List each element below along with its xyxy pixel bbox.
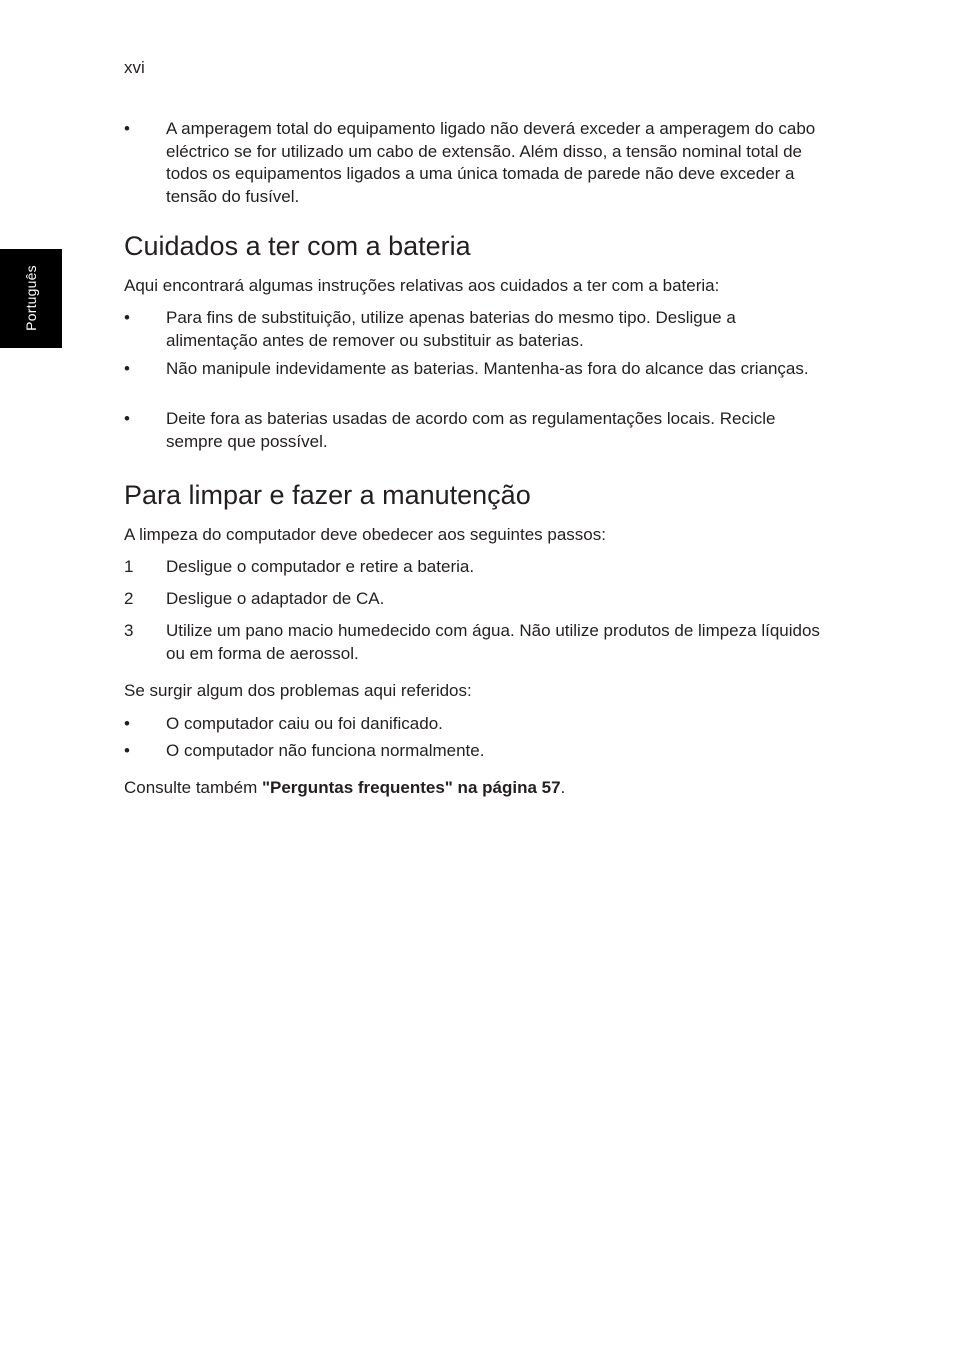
see-also-suffix: . — [560, 778, 566, 797]
list-item: Deite fora as baterias usadas de acordo com as regulamentações locais. Recicle sempre que possível. — [166, 409, 776, 451]
list-item: Para fins de substituição, utilize apenas baterias do mesmo tipo. Desligue a alimentação antes de remover ou substituir as baterias. — [166, 308, 736, 350]
page-number: xvi — [124, 58, 145, 77]
language-tab — [0, 249, 62, 348]
language-tab-label: Português — [23, 265, 39, 331]
list-item: O computador não funciona normalmente. — [166, 741, 485, 760]
step-text: Utilize um pano macio humedecido com água. Não utilize produtos de limpeza líquidos ou em forma de aerossol. — [166, 621, 820, 663]
battery-intro: Aqui encontrará algumas instruções relativas aos cuidados a ter com a bateria: — [124, 276, 720, 295]
list-item: O computador caiu ou foi danificado. — [166, 714, 443, 733]
step-text: Desligue o adaptador de CA. — [166, 589, 385, 608]
cleaning-heading: Para limpar e fazer a manutenção — [124, 480, 531, 510]
bullet-marker: • — [124, 359, 130, 378]
list-item: Não manipule indevidamente as baterias. Mantenha-as fora do alcance das crianças. — [166, 359, 809, 378]
intro-bullet-text: A amperagem total do equipamento ligado não deverá exceder a amperagem do cabo eléctrico se for utilizado um cabo de extensão. Além disso, a tensão nominal total de todos os equipamentos ligados a uma única tomada de parede não deve exceder a tensão do fusível. — [166, 119, 816, 206]
faq-link[interactable]: "Perguntas frequentes" na página 57 — [261, 778, 561, 797]
step-number: 3 — [124, 621, 134, 640]
cleaning-intro: A limpeza do computador deve obedecer aos seguintes passos: — [124, 525, 606, 544]
problems-intro: Se surgir algum dos problemas aqui referidos: — [124, 681, 472, 700]
battery-heading: Cuidados a ter com a bateria — [124, 231, 471, 261]
see-also-prefix: Consulte também — [124, 778, 262, 797]
bullet-marker: • — [124, 308, 130, 327]
step-number: 2 — [124, 589, 134, 608]
step-text: Desligue o computador e retire a bateria. — [166, 557, 475, 576]
step-number: 1 — [124, 557, 134, 576]
bullet-marker: • — [124, 119, 130, 138]
bullet-marker: • — [124, 714, 130, 733]
see-also-line — [124, 777, 565, 800]
bullet-marker: • — [124, 741, 130, 760]
bullet-marker: • — [124, 409, 130, 428]
